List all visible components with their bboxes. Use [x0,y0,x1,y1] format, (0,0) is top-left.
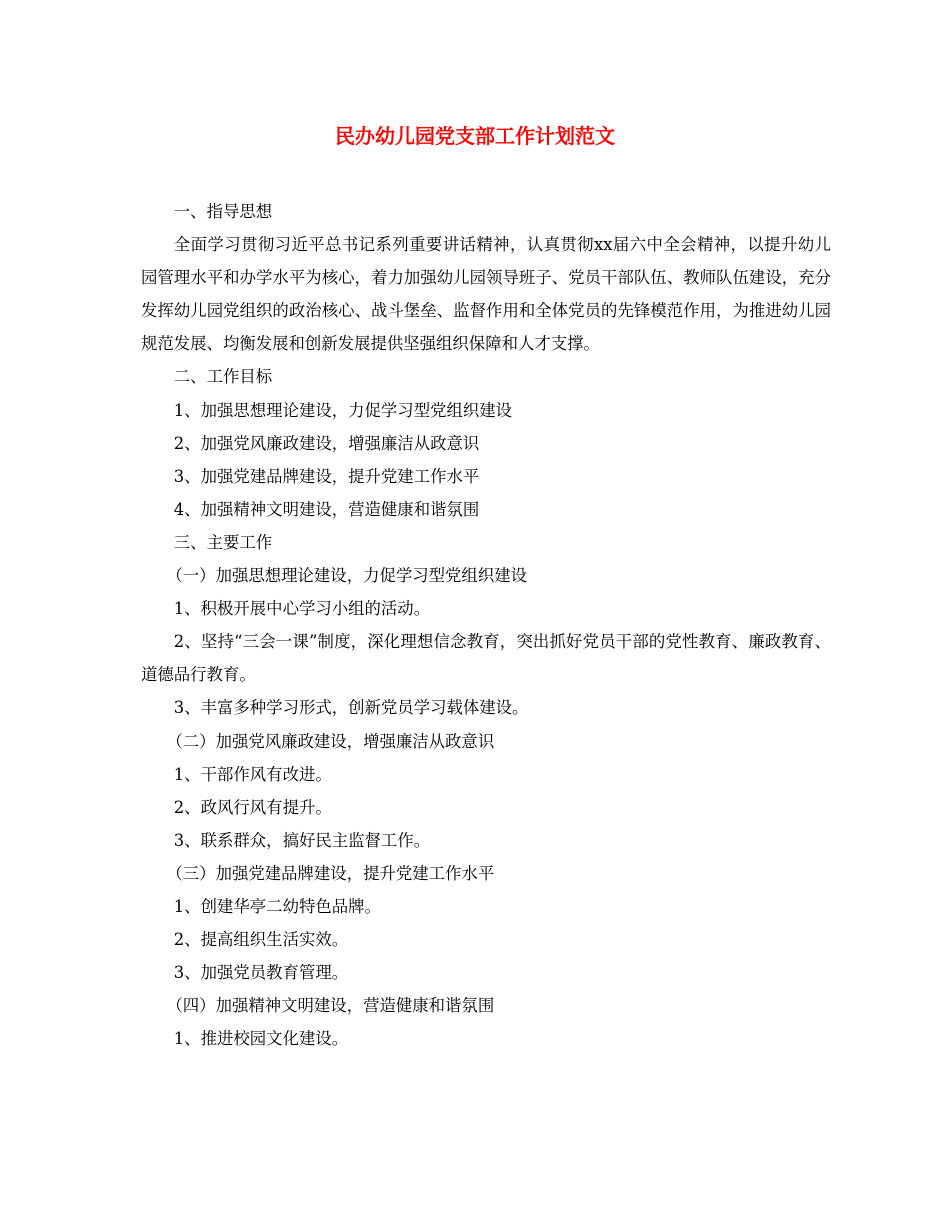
list-item: 3、联系群众，搞好民主监督工作。 [173,830,431,850]
section-heading-work-goals: 二、工作目标 [173,367,273,387]
section-heading-guiding-ideology: 一、指导思想 [173,202,273,221]
paragraph-guiding-ideology: 全面学习贯彻习近平总书记系列重要讲话精神，认真贯彻xx届六中全会精神，以提升幼儿园管理水平和办学水平为核心，着力加强幼儿园领导班子、党员干部队伍、教师队伍建设，充分发挥幼儿园党组织的政治核心、战斗堡垒、监督作用和全体党员的先锋模范作用，为推进幼儿园规范发展、均衡发展和创新发展提供坚强组织保障和人才支撑。 [141,235,831,354]
list-item: 1、干部作风有改进。 [173,764,332,784]
list-item: 3、加强党员教育管理。 [173,963,349,983]
list-item: 1、推进校园文化建设。 [173,1029,349,1049]
goal-item-3: 3、加强党建品牌建设，提升党建工作水平 [173,466,480,486]
subsection-heading-2: （二）加强党风廉政建设，增强廉洁从政意识 [166,731,495,751]
goal-item-2: 2、加强党风廉政建设，增强廉洁从政意识 [173,433,480,453]
list-item: 3、丰富多种学习形式，创新党员学习载体建设。 [173,698,529,718]
document-body [141,195,831,1055]
list-item: 2、政风行风有提升。 [173,797,332,817]
subsection-heading-3: （三）加强党建品牌建设，提升党建工作水平 [166,863,495,883]
section-heading-main-work: 三、主要工作 [173,532,273,552]
list-item: 2、坚持“三会一课”制度，深化理想信念教育，突出抓好党员干部的党性教育、廉政教育、道德品行教育。 [141,632,831,685]
goal-item-4: 4、加强精神文明建设，营造健康和谐氛围 [173,499,480,519]
list-item: 1、创建华亭二幼特色品牌。 [173,896,381,916]
goal-item-1: 1、加强思想理论建设，力促学习型党组织建设 [173,400,513,420]
subsection-heading-1: （一）加强思想理论建设，力促学习型党组织建设 [166,566,527,586]
subsection-heading-4: （四）加强精神文明建设，营造健康和谐氛围 [166,996,495,1016]
list-item: 2、提高组织生活实效。 [173,930,349,950]
list-item: 1、积极开展中心学习小组的活动。 [173,599,431,619]
document-title: 民办幼儿园党支部工作计划范文 [335,124,615,148]
